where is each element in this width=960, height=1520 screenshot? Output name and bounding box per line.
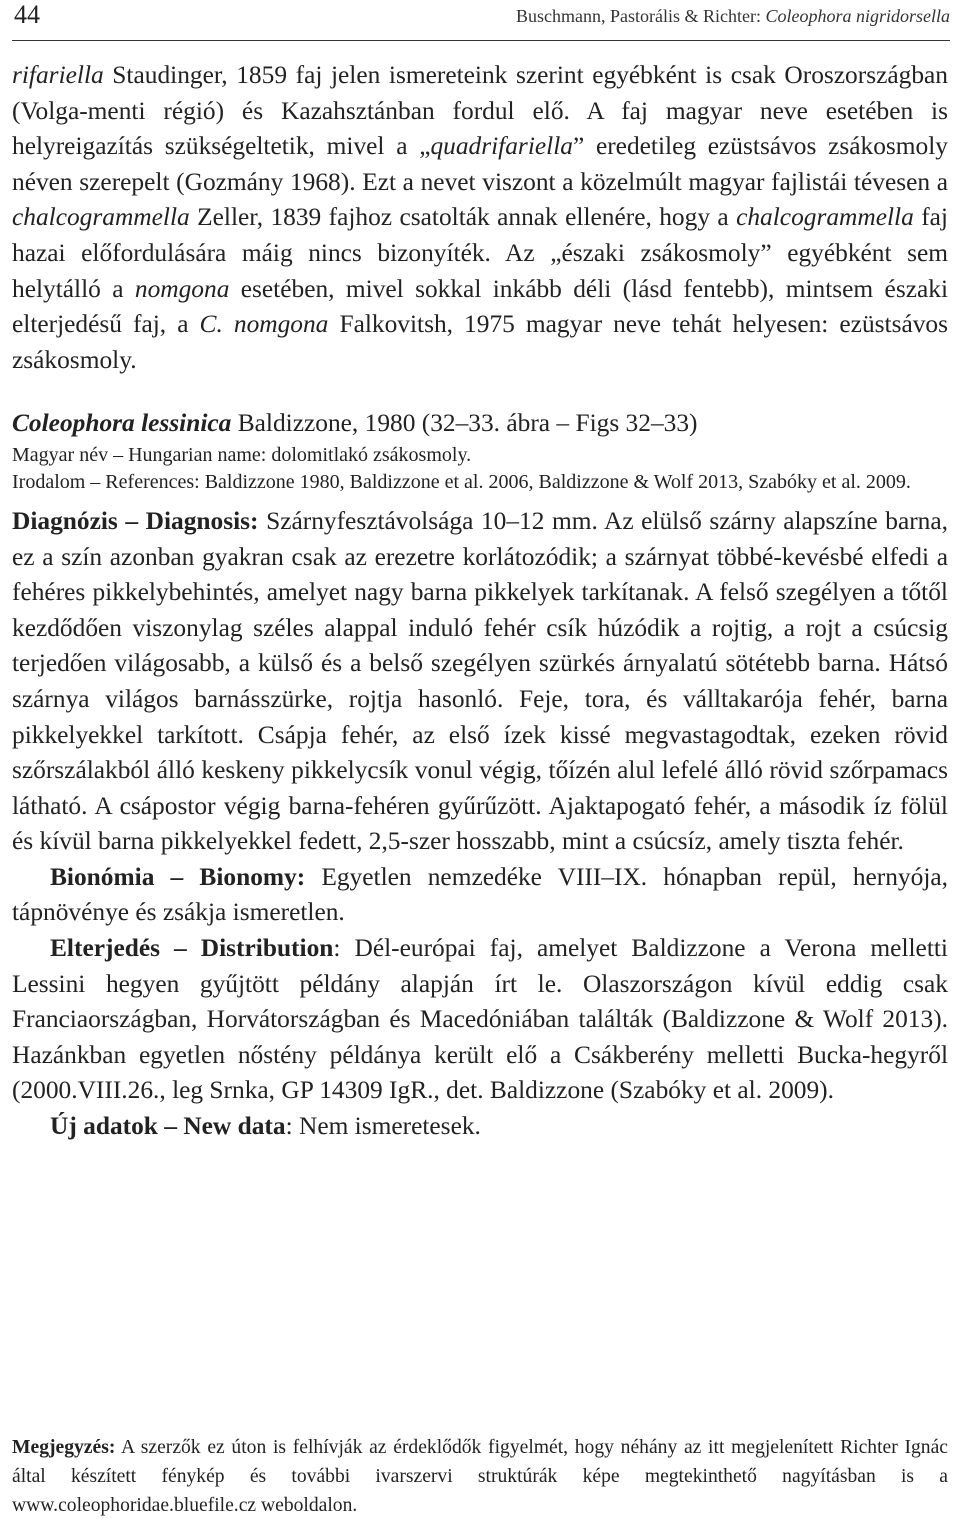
- diagnosis-text: Szárnyfesztávolsága 10–12 mm. Az elülső szárny alapszíne barna, ez a szín azonban gyakran csak az erezetre korlátozódik; a szárnyat többé-kevésbé elfedi a fehéres pikkelybehintés, amelyet nagy barna pikkelyek tarkítanak. A felső szegélyen a tőtől kezdődően viszonylag széles alappal induló fehér csík húzódik a rojtig, a rojt a csúcsig terjedően világosabb, a külső és a belső szegélyen szürkés árnyalatú sötétebb barna. Hátsó szárnya világos barnásszürke, rojtja hasonló. Feje, tora, és válltakarója fehér, barna pikkelyekkel tarkított. Csápja fehér, az első ízek kissé megvastagodtak, ezeken rövid szőrszálakból álló keskeny pikkelycsík vonul végig, tőízén alul lefelé álló rövid szőrpamacs látható. A csápostor végig barna-fehéren gyűrűzött. Ajaktapogató fehér, a második íz fölül és kívül barna pikkelyekkel fedett, 2,5-szer hosszabb, mint a csúcsíz, amely tiszta fehér.: [12, 506, 948, 856]
- italic-taxon-name: chalcogrammella: [736, 203, 914, 232]
- italic-taxon-name: quadrifariella: [430, 132, 573, 161]
- distribution-text: : Dél-európai faj, amelyet Baldizzone a Verona melletti Lessini hegyen gyűjtött példány alapján írt le. Olaszországon kívül eddig csak Franciaországban, Horvátországban és Macedóniában találták (Baldizzone & Wolf 2013). Hazánkban egyetlen nőstény példánya került elő a Csákberény melletti Bucka-hegyről (2000.VIII.26., leg Srnka, GP 14309 IgR., det. Baldizzone (Szabóky et al. 2009).: [12, 934, 948, 1105]
- diagnosis-label: Diagnózis – Diagnosis:: [12, 506, 259, 535]
- text-run: faj hazai előfordulására máig nincs bizonyíték. Az „északi zsákosmoly” egyébként sem helytálló a: [12, 203, 948, 303]
- paragraph-continuation: [12, 58, 948, 378]
- species-heading: [12, 406, 948, 442]
- note-paragraph: [12, 1433, 948, 1520]
- running-title: [516, 6, 950, 27]
- italic-taxon-name: chalcogrammella: [12, 203, 190, 232]
- italic-taxon-name: nomgona: [134, 274, 230, 303]
- running-header: [12, 0, 950, 41]
- new-data-paragraph: [12, 1109, 948, 1145]
- references: Irodalom – References: Baldizzone 1980, Baldizzone et al. 2006, Baldizzone & Wolf 2013, Szabóky et al. 2009.: [12, 470, 911, 493]
- running-authors: Buschmann, Pastorális & Richter:: [516, 6, 766, 26]
- species-authority: Baldizzone, 1980 (32–33. ábra – Figs 32–33): [231, 409, 698, 438]
- hungarian-name: Magyar név – Hungarian name: dolomitlakó zsákosmoly.: [12, 443, 472, 466]
- bionomy-paragraph: [12, 860, 948, 931]
- italic-taxon-name: C. nomgona: [199, 310, 329, 339]
- main-text: [12, 58, 948, 1145]
- running-species: Coleophora nigridorsella: [765, 6, 950, 26]
- text-run: esetében, mivel sokkal inkább déli (lásd fentebb), mintsem északi elterjedésű faj, a: [12, 274, 948, 339]
- bionomy-text: Egyetlen nemzedéke VIII–IX. hónapban repül, hernyója, tápnövénye és zsákja ismeretlen.: [12, 862, 948, 927]
- text-run: ” eredetileg ezüstsávos zsákosmoly néven szerepelt (Gozmány 1968). Ezt a nevet viszont a közelmúlt magyar fajlistái tévesen a: [12, 132, 948, 196]
- new-data-text: : Nem ismeretesek.: [285, 1112, 481, 1141]
- text-run: Zeller, 1839 fajhoz csatolták annak ellenére, hogy a: [189, 203, 737, 232]
- bionomy-label: Bionómia – Bionomy:: [50, 862, 306, 891]
- italic-taxon-name: rifariella: [12, 61, 104, 89]
- new-data-label: Új adatok – New data: [50, 1112, 286, 1141]
- page-number: 44: [14, 0, 40, 29]
- distribution-label: Elterjedés – Distribution: [50, 934, 334, 963]
- diagnosis-paragraph: [12, 504, 948, 860]
- distribution-paragraph: [12, 931, 948, 1109]
- note-label: Megjegyzés:: [12, 1437, 116, 1458]
- note-text: A szerzők ez úton is felhívják az érdeklődők figyelmét, hogy néhány az itt megjelenített Richter Ignác által készített fénykép és további ivarszervi struktúrák képe megtekinthető nagyításban is a www.coleophoridae.bluefile.cz weboldalon.: [12, 1437, 948, 1516]
- text-run: Staudinger, 1859 faj jelen ismereteink szerint egyébként is csak Oroszországban (Volga-menti régió) és Kazahsztánban fordul elő. A faj magyar neve esetében is helyreigazítás szükségeltetik, mivel a „: [12, 61, 948, 161]
- text-run: Falkovitsh, 1975 magyar neve tehát helyesen: ezüstsávos zsákosmoly.: [12, 310, 948, 374]
- species-name: Coleophora lessinica: [12, 409, 232, 438]
